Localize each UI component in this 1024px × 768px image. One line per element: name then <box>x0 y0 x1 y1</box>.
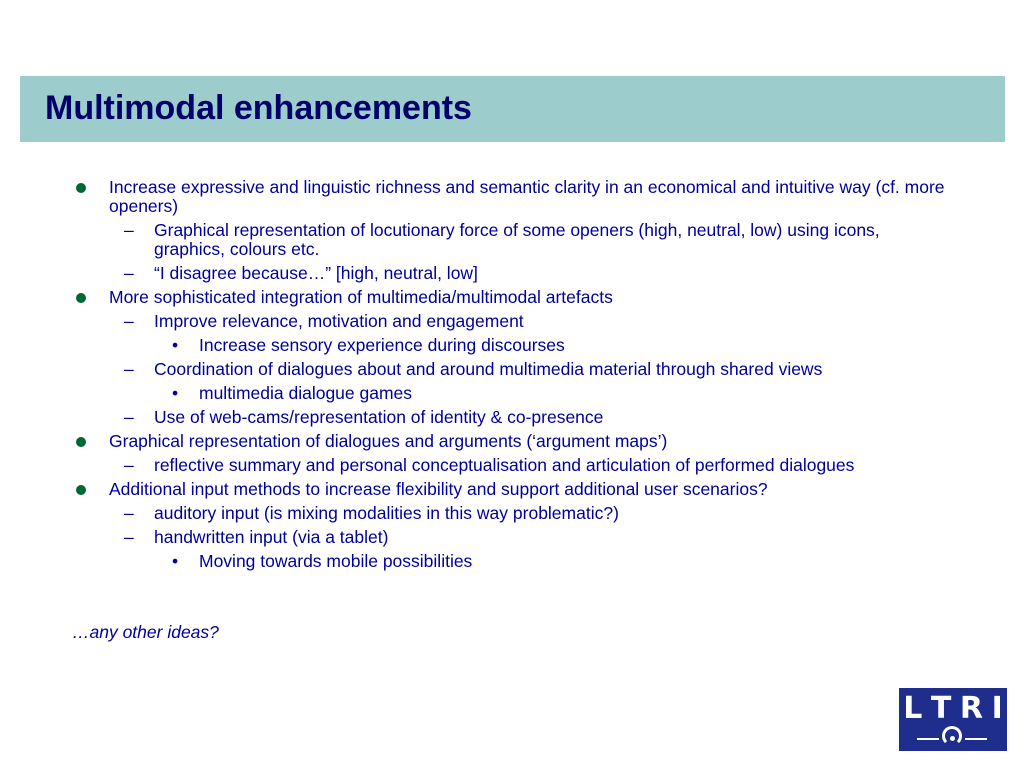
ltri-logo <box>899 688 1007 751</box>
dash-marker: – <box>124 407 134 427</box>
bullet-item <box>109 288 969 307</box>
logo-dot <box>950 736 955 741</box>
slide-title: Multimodal enhancements <box>45 89 472 127</box>
dash-marker: – <box>124 311 134 331</box>
closing-question: …any other ideas? <box>72 622 219 642</box>
bullet-text: More sophisticated integration of multimedia/multimodal artefacts <box>109 287 613 307</box>
sub-bullet-text: reflective summary and personal conceptualisation and articulation of performed dialogues <box>154 455 855 475</box>
bullet-dot <box>76 485 86 495</box>
sub-sub-bullet-text: multimedia dialogue games <box>199 383 413 403</box>
logo-letter: I <box>991 691 1003 726</box>
title-bar <box>20 76 1005 142</box>
dot-marker: • <box>172 335 179 355</box>
dot-marker: • <box>172 383 179 403</box>
sub-bullet-item <box>124 311 974 331</box>
sub-bullet-text: auditory input (is mixing modalities in this way problematic?) <box>154 503 619 523</box>
bullet-text: Additional input methods to increase flexibility and support additional user scenarios? <box>109 479 768 499</box>
logo-letters <box>899 691 1007 726</box>
sub-bullet-item <box>124 220 954 259</box>
logo-letter: R <box>959 691 984 726</box>
bullet-item <box>109 480 969 499</box>
sub-bullet-text: Improve relevance, motivation and engagement <box>154 311 524 331</box>
dash-marker: – <box>124 503 134 523</box>
bullet-item <box>109 432 969 451</box>
sub-sub-bullet-item <box>172 383 979 403</box>
logo-line-left <box>917 738 939 740</box>
dash-marker: – <box>124 263 134 283</box>
sub-sub-bullet-text: Moving towards mobile possibilities <box>199 551 473 571</box>
logo-letter: T <box>930 691 952 726</box>
sub-bullet-text: handwritten input (via a tablet) <box>154 527 389 547</box>
logo-line-right <box>965 738 987 740</box>
sub-bullet-item <box>124 503 974 523</box>
sub-bullet-item <box>124 359 974 379</box>
sub-bullet-item <box>124 407 974 427</box>
bullet-text: Graphical representation of dialogues and arguments (‘argument maps’) <box>109 431 668 451</box>
sub-sub-bullet-item <box>172 335 979 355</box>
bullet-dot <box>76 293 86 303</box>
sub-bullet-text: Graphical representation of locutionary force of some openers (high, neutral, low) using icons, graphics, colours etc. <box>154 220 880 259</box>
bullet-dot <box>76 437 86 447</box>
sub-bullet-text: Use of web-cams/representation of identity & co-presence <box>154 407 604 427</box>
sub-bullet-item <box>124 527 974 547</box>
sub-bullet-item <box>124 263 954 283</box>
bullet-item <box>109 178 949 216</box>
bullet-dot <box>76 183 86 193</box>
sub-sub-bullet-item <box>172 551 979 571</box>
logo-letter: L <box>903 691 923 726</box>
dot-marker: • <box>172 551 179 571</box>
dash-marker: – <box>124 527 134 547</box>
sub-bullet-text: “I disagree because…” [high, neutral, low] <box>154 263 478 283</box>
sub-sub-bullet-text: Increase sensory experience during discourses <box>199 335 565 355</box>
sub-bullet-text: Coordination of dialogues about and around multimedia material through shared views <box>154 359 823 379</box>
dash-marker: – <box>124 359 134 379</box>
sub-bullet-item <box>124 455 1004 475</box>
dash-marker: – <box>124 220 134 240</box>
dash-marker: – <box>124 455 134 475</box>
bullet-text: Increase expressive and linguistic richness and semantic clarity in an economical and intuitive way (cf. more openers) <box>109 177 945 216</box>
